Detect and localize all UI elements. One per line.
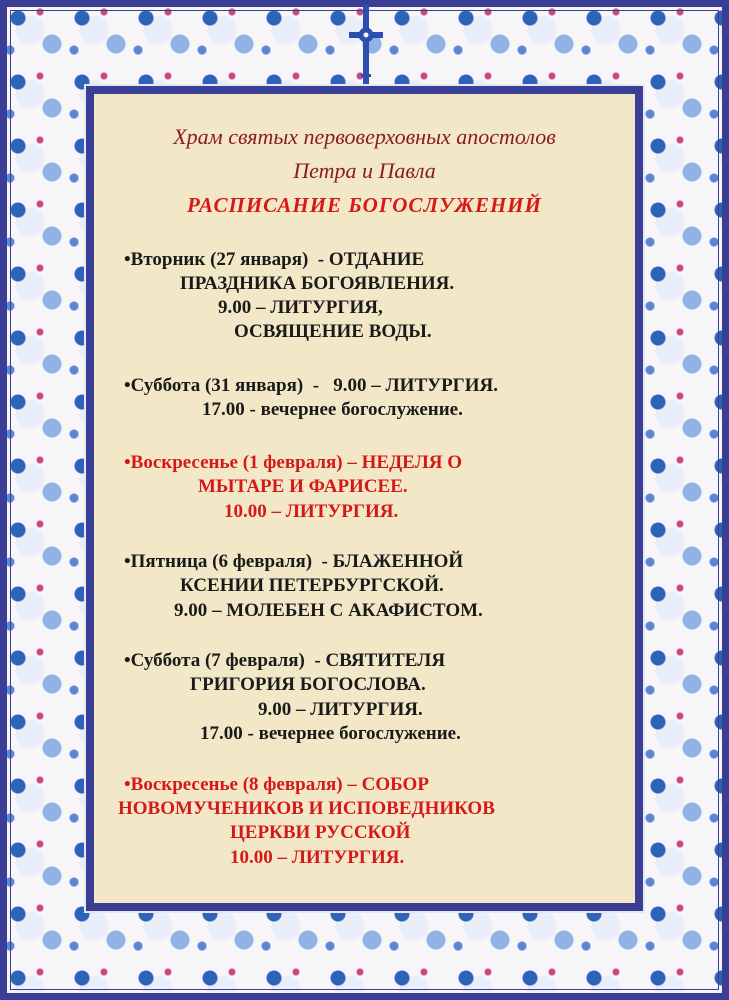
- entry-4-line-3: 9.00 – МОЛЕБЕН С АКАФИСТОМ.: [174, 600, 483, 621]
- church-name-line2: Петра и Павла: [293, 158, 436, 183]
- entry-6-line-3: ЦЕРКВИ РУССКОЙ: [230, 822, 411, 843]
- entry-5-line-1: •Суббота (7 февраля) - СВЯТИТЕЛЯ: [124, 650, 446, 671]
- church-name-line1: Храм святых первоверховных апостолов: [173, 124, 556, 149]
- entry-3-line-3: 10.00 – ЛИТУРГИЯ.: [224, 501, 399, 522]
- entry-2-line-2: 17.00 - вечернее богослужение.: [202, 399, 463, 420]
- entry-6-line-2: НОВОМУЧЕНИКОВ И ИСПОВЕДНИКОВ: [118, 798, 495, 819]
- entry-3-line-2: МЫТАРЕ И ФАРИСЕЕ.: [198, 476, 408, 497]
- entry-4-line-1: •Пятница (6 февраля) - БЛАЖЕННОЙ: [124, 551, 464, 572]
- schedule-panel: [86, 86, 643, 911]
- entry-1-line-2: ПРАЗДНИКА БОГОЯВЛЕНИЯ.: [180, 273, 455, 294]
- entry-2-line-1: •Суббота (31 января) - 9.00 – ЛИТУРГИЯ.: [124, 375, 499, 396]
- entry-6-line-1: •Воскресенье (8 февраля) – СОБОР: [124, 774, 429, 795]
- schedule-heading: РАСПИСАНИЕ БОГОСЛУЖЕНИЙ: [187, 193, 542, 217]
- entry-5-line-4: 17.00 - вечернее богослужение.: [200, 723, 461, 744]
- entry-5-line-2: ГРИГОРИЯ БОГОСЛОВА.: [190, 674, 426, 695]
- orthodox-cross-icon: [346, 4, 386, 88]
- entry-1-line-1: •Вторник (27 января) - ОТДАНИЕ: [124, 249, 425, 270]
- entry-1-line-4: ОСВЯЩЕНИЕ ВОДЫ.: [234, 321, 432, 342]
- entry-1-line-3: 9.00 – ЛИТУРГИЯ,: [218, 297, 383, 318]
- entry-6-line-4: 10.00 – ЛИТУРГИЯ.: [230, 847, 405, 868]
- entry-4-line-2: КСЕНИИ ПЕТЕРБУРГСКОЙ.: [180, 575, 444, 596]
- entry-5-line-3: 9.00 – ЛИТУРГИЯ.: [258, 699, 423, 720]
- entry-3-line-1: •Воскресенье (1 февраля) – НЕДЕЛЯ О: [124, 452, 462, 473]
